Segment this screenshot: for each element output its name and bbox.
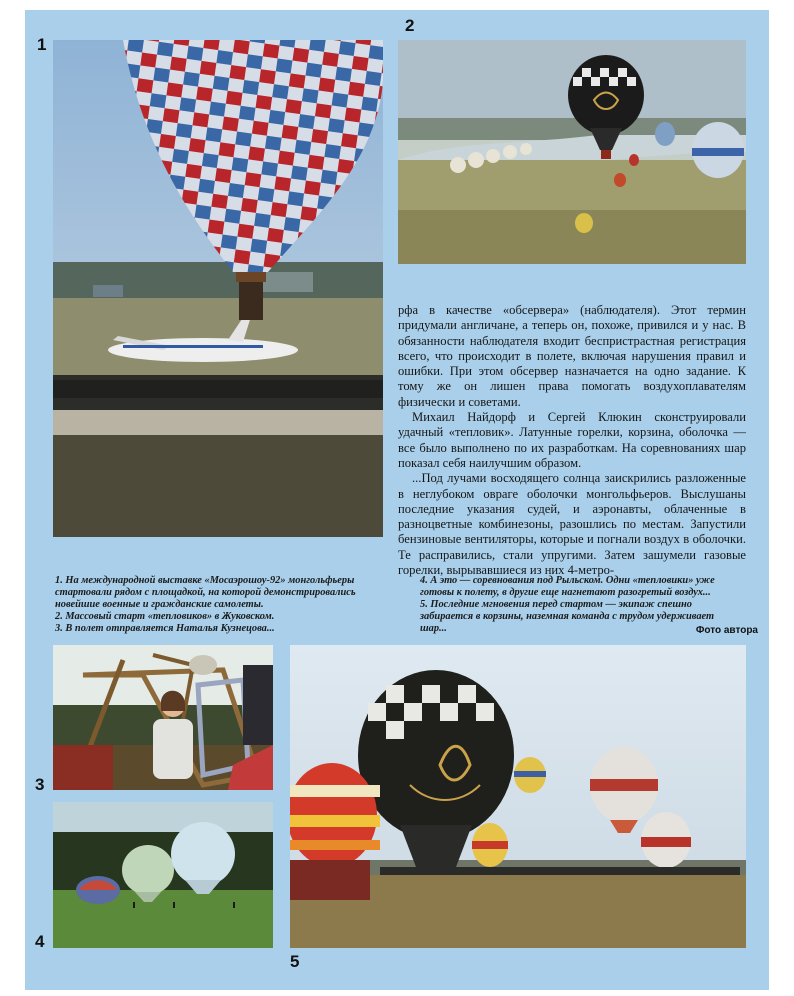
photo-number-5: 5 [290, 952, 300, 971]
caption-1: 1. На международной выставке «Мосаэрошоу-92» монгольфьеры стартовали рядом с площадкой, на которой демонстрировались новейшие военные и гражданские самолеты. [55, 575, 356, 610]
caption-2: 2. Массовый старт «тепловиков» в Жуковском. [55, 611, 275, 622]
captions-left-block [55, 575, 383, 635]
photo-credit: Фото автора [695, 625, 758, 636]
captions-right-block [420, 575, 740, 635]
caption-4: 4. А это — соревнования под Рыльском. Одни «тепловики» уже готовы к полету, в другие еще нагнетают разогретый воздух... [420, 575, 715, 598]
photo-number-3: 3 [35, 775, 45, 794]
caption-5: 5. Последние мгновения перед стартом — экипаж спешно забирается в корзины, наземная команда с трудом удерживает шар... [420, 599, 715, 634]
photo-number-4: 4 [35, 932, 45, 951]
photo-3-pilot-in-basket [53, 645, 273, 790]
paragraph-launch: ...Под лучами восходящего солнца заискрились разложенные в неглубоком овраге оболочки монгольфьеров. Выслушаны последние указания судей, и аэронавты, облаченные в разноцветные комбинезоны, разошлись по местам. Запустили бензиновые вентиляторы, которые и погнали воздух в оболочки. Те расправились, стали упругими. Затем зашумели газовые горелки, вырывавшиеся из них 4-метро- [398, 471, 746, 578]
photo-5-before-start [290, 645, 746, 948]
article-body [398, 303, 746, 578]
photo-4-rylsk-competition [53, 802, 273, 948]
photo-number-1: 1 [37, 35, 47, 54]
caption-3: 3. В полет отправляется Наталья Кузнецова... [55, 623, 275, 634]
photo-2-mass-start [398, 40, 746, 264]
paragraph-designers: Михаил Найдорф и Сергей Клюкин сконструировали удачный «тепловик». Латунные горелки, корзина, оболочка — все было выполнено по их разработкам. На соревнованиях шар показал себя наилучшим образом. [398, 410, 746, 470]
paragraph-observer: рфа в качестве «обсервера» (наблюдателя). Этот термин придумали англичане, а теперь он, похоже, привился и у нас. В обязанности наблюдателя входит беспристрастная регистрация всего, что происходит в полете, включая нарушения правил и ошибки. При этом обсервер назначается на одно задание. К тому же он лишен права помогать воздухоплавателям физически и советами. [398, 303, 746, 409]
photo-number-2: 2 [405, 16, 415, 35]
photo-1-airshow-balloon [53, 40, 383, 537]
